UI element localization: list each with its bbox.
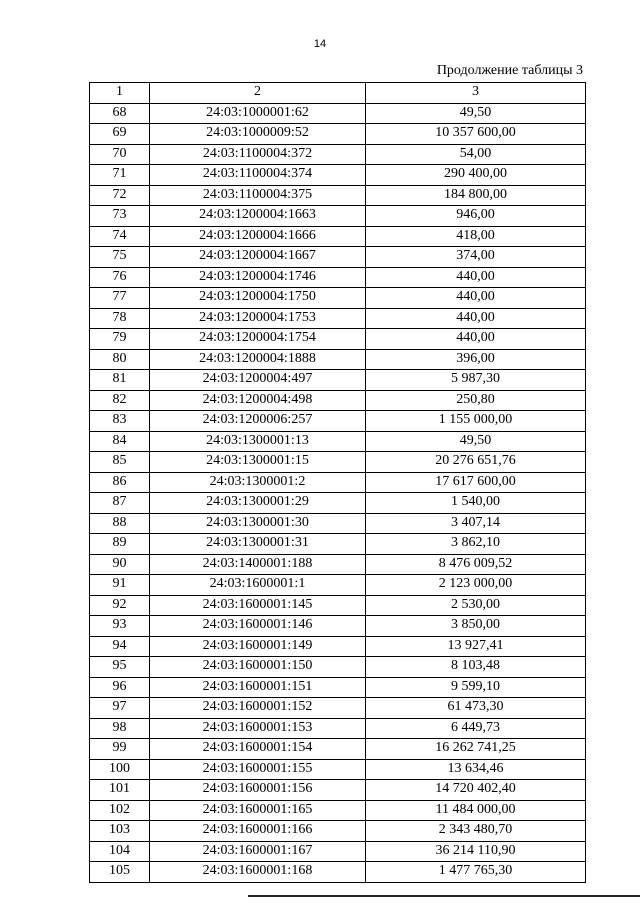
value-cell: 13 927,41 — [366, 636, 586, 657]
row-number-cell: 104 — [90, 841, 150, 862]
value-cell: 2 530,00 — [366, 595, 586, 616]
table-row — [90, 862, 586, 883]
table-row — [90, 226, 586, 247]
row-number-cell: 73 — [90, 206, 150, 227]
row-number-cell: 91 — [90, 575, 150, 596]
value-cell: 2 343 480,70 — [366, 821, 586, 842]
value-cell: 36 214 110,90 — [366, 841, 586, 862]
row-number-cell: 90 — [90, 554, 150, 575]
cadastral-number-cell: 24:03:1300001:15 — [150, 452, 366, 473]
row-number-cell: 68 — [90, 103, 150, 124]
cadastral-number-cell: 24:03:1600001:152 — [150, 698, 366, 719]
table-row — [90, 206, 586, 227]
row-number-cell: 101 — [90, 780, 150, 801]
cadastral-number-cell: 24:03:1200004:1746 — [150, 267, 366, 288]
table-row — [90, 698, 586, 719]
table-row — [90, 595, 586, 616]
table-row — [90, 103, 586, 124]
column-header: 1 — [90, 83, 150, 104]
cadastral-number-cell: 24:03:1600001:167 — [150, 841, 366, 862]
row-number-cell: 71 — [90, 165, 150, 186]
table-row — [90, 390, 586, 411]
table-row — [90, 144, 586, 165]
table-row — [90, 821, 586, 842]
row-number-cell: 87 — [90, 493, 150, 514]
table-row — [90, 718, 586, 739]
row-number-cell: 74 — [90, 226, 150, 247]
cadastral-number-cell: 24:03:1200004:1750 — [150, 288, 366, 309]
cadastral-number-cell: 24:03:1200004:497 — [150, 370, 366, 391]
row-number-cell: 78 — [90, 308, 150, 329]
table-row — [90, 124, 586, 145]
value-cell: 16 262 741,25 — [366, 739, 586, 760]
table-row — [90, 513, 586, 534]
table-row — [90, 329, 586, 350]
row-number-cell: 79 — [90, 329, 150, 350]
row-number-cell: 76 — [90, 267, 150, 288]
cadastral-number-cell: 24:03:1300001:13 — [150, 431, 366, 452]
row-number-cell: 97 — [90, 698, 150, 719]
value-cell: 2 123 000,00 — [366, 575, 586, 596]
table-row — [90, 493, 586, 514]
value-cell: 5 987,30 — [366, 370, 586, 391]
value-cell: 8 103,48 — [366, 657, 586, 678]
column-header: 3 — [366, 83, 586, 104]
row-number-cell: 93 — [90, 616, 150, 637]
row-number-cell: 82 — [90, 390, 150, 411]
table-row — [90, 370, 586, 391]
row-number-cell: 83 — [90, 411, 150, 432]
value-cell: 418,00 — [366, 226, 586, 247]
cadastral-number-cell: 24:03:1300001:31 — [150, 534, 366, 555]
bottom-rule — [248, 895, 640, 897]
row-number-cell: 92 — [90, 595, 150, 616]
value-cell: 946,00 — [366, 206, 586, 227]
row-number-cell: 85 — [90, 452, 150, 473]
table-row — [90, 452, 586, 473]
row-number-cell: 81 — [90, 370, 150, 391]
row-number-cell: 105 — [90, 862, 150, 883]
data-table — [89, 82, 586, 883]
cadastral-number-cell: 24:03:1200006:257 — [150, 411, 366, 432]
cadastral-number-cell: 24:03:1200004:1663 — [150, 206, 366, 227]
value-cell: 11 484 000,00 — [366, 800, 586, 821]
cadastral-number-cell: 24:03:1300001:29 — [150, 493, 366, 514]
cadastral-number-cell: 24:03:1600001:155 — [150, 759, 366, 780]
table-row — [90, 575, 586, 596]
table-caption: Продолжение таблицы 3 — [436, 63, 583, 78]
table-row — [90, 636, 586, 657]
table-row — [90, 431, 586, 452]
row-number-cell: 80 — [90, 349, 150, 370]
value-cell: 13 634,46 — [366, 759, 586, 780]
cadastral-number-cell: 24:03:1600001:145 — [150, 595, 366, 616]
value-cell: 17 617 600,00 — [366, 472, 586, 493]
cadastral-number-cell: 24:03:1600001:153 — [150, 718, 366, 739]
row-number-cell: 89 — [90, 534, 150, 555]
table-row — [90, 288, 586, 309]
row-number-cell: 77 — [90, 288, 150, 309]
cadastral-number-cell: 24:03:1200004:498 — [150, 390, 366, 411]
table-row — [90, 349, 586, 370]
cadastral-number-cell: 24:03:1600001:168 — [150, 862, 366, 883]
value-cell: 3 862,10 — [366, 534, 586, 555]
value-cell: 3 407,14 — [366, 513, 586, 534]
cadastral-number-cell: 24:03:1100004:374 — [150, 165, 366, 186]
value-cell: 8 476 009,52 — [366, 554, 586, 575]
row-number-cell: 86 — [90, 472, 150, 493]
cadastral-number-cell: 24:03:1600001:151 — [150, 677, 366, 698]
table-row — [90, 185, 586, 206]
table-row — [90, 780, 586, 801]
table-row — [90, 739, 586, 760]
value-cell: 3 850,00 — [366, 616, 586, 637]
value-cell: 440,00 — [366, 329, 586, 350]
row-number-cell: 88 — [90, 513, 150, 534]
table-row — [90, 759, 586, 780]
table-row — [90, 616, 586, 637]
cadastral-number-cell: 24:03:1600001:156 — [150, 780, 366, 801]
cadastral-number-cell: 24:03:1600001:165 — [150, 800, 366, 821]
table-row — [90, 267, 586, 288]
table-row — [90, 657, 586, 678]
cadastral-number-cell: 24:03:1400001:188 — [150, 554, 366, 575]
value-cell: 1 540,00 — [366, 493, 586, 514]
table-row — [90, 534, 586, 555]
value-cell: 6 449,73 — [366, 718, 586, 739]
table-header-row — [90, 83, 586, 104]
cadastral-number-cell: 24:03:1000001:62 — [150, 103, 366, 124]
row-number-cell: 103 — [90, 821, 150, 842]
row-number-cell: 69 — [90, 124, 150, 145]
table-body — [90, 103, 586, 882]
value-cell: 49,50 — [366, 103, 586, 124]
cadastral-number-cell: 24:03:1600001:149 — [150, 636, 366, 657]
row-number-cell: 94 — [90, 636, 150, 657]
cadastral-number-cell: 24:03:1600001:166 — [150, 821, 366, 842]
value-cell: 374,00 — [366, 247, 586, 268]
row-number-cell: 70 — [90, 144, 150, 165]
value-cell: 54,00 — [366, 144, 586, 165]
cadastral-number-cell: 24:03:1600001:146 — [150, 616, 366, 637]
table-row — [90, 677, 586, 698]
cadastral-number-cell: 24:03:1300001:30 — [150, 513, 366, 534]
table-row — [90, 472, 586, 493]
cadastral-number-cell: 24:03:1000009:52 — [150, 124, 366, 145]
value-cell: 61 473,30 — [366, 698, 586, 719]
row-number-cell: 99 — [90, 739, 150, 760]
value-cell: 1 477 765,30 — [366, 862, 586, 883]
row-number-cell: 102 — [90, 800, 150, 821]
cadastral-number-cell: 24:03:1100004:372 — [150, 144, 366, 165]
value-cell: 396,00 — [366, 349, 586, 370]
row-number-cell: 100 — [90, 759, 150, 780]
row-number-cell: 98 — [90, 718, 150, 739]
row-number-cell: 75 — [90, 247, 150, 268]
cadastral-number-cell: 24:03:1200004:1667 — [150, 247, 366, 268]
value-cell: 1 155 000,00 — [366, 411, 586, 432]
value-cell: 14 720 402,40 — [366, 780, 586, 801]
page-number: 14 — [313, 38, 327, 50]
table-row — [90, 165, 586, 186]
table-row — [90, 411, 586, 432]
value-cell: 440,00 — [366, 308, 586, 329]
value-cell: 440,00 — [366, 288, 586, 309]
cadastral-number-cell: 24:03:1200004:1888 — [150, 349, 366, 370]
row-number-cell: 84 — [90, 431, 150, 452]
row-number-cell: 96 — [90, 677, 150, 698]
value-cell: 49,50 — [366, 431, 586, 452]
cadastral-number-cell: 24:03:1600001:1 — [150, 575, 366, 596]
value-cell: 20 276 651,76 — [366, 452, 586, 473]
value-cell: 9 599,10 — [366, 677, 586, 698]
cadastral-number-cell: 24:03:1300001:2 — [150, 472, 366, 493]
table-row — [90, 800, 586, 821]
table-row — [90, 841, 586, 862]
table-row — [90, 247, 586, 268]
row-number-cell: 95 — [90, 657, 150, 678]
column-header: 2 — [150, 83, 366, 104]
value-cell: 184 800,00 — [366, 185, 586, 206]
value-cell: 250,80 — [366, 390, 586, 411]
row-number-cell: 72 — [90, 185, 150, 206]
cadastral-number-cell: 24:03:1200004:1754 — [150, 329, 366, 350]
cadastral-number-cell: 24:03:1600001:154 — [150, 739, 366, 760]
value-cell: 10 357 600,00 — [366, 124, 586, 145]
cadastral-number-cell: 24:03:1100004:375 — [150, 185, 366, 206]
cadastral-number-cell: 24:03:1200004:1666 — [150, 226, 366, 247]
cadastral-number-cell: 24:03:1200004:1753 — [150, 308, 366, 329]
table-row — [90, 308, 586, 329]
cadastral-number-cell: 24:03:1600001:150 — [150, 657, 366, 678]
value-cell: 290 400,00 — [366, 165, 586, 186]
value-cell: 440,00 — [366, 267, 586, 288]
table-row — [90, 554, 586, 575]
